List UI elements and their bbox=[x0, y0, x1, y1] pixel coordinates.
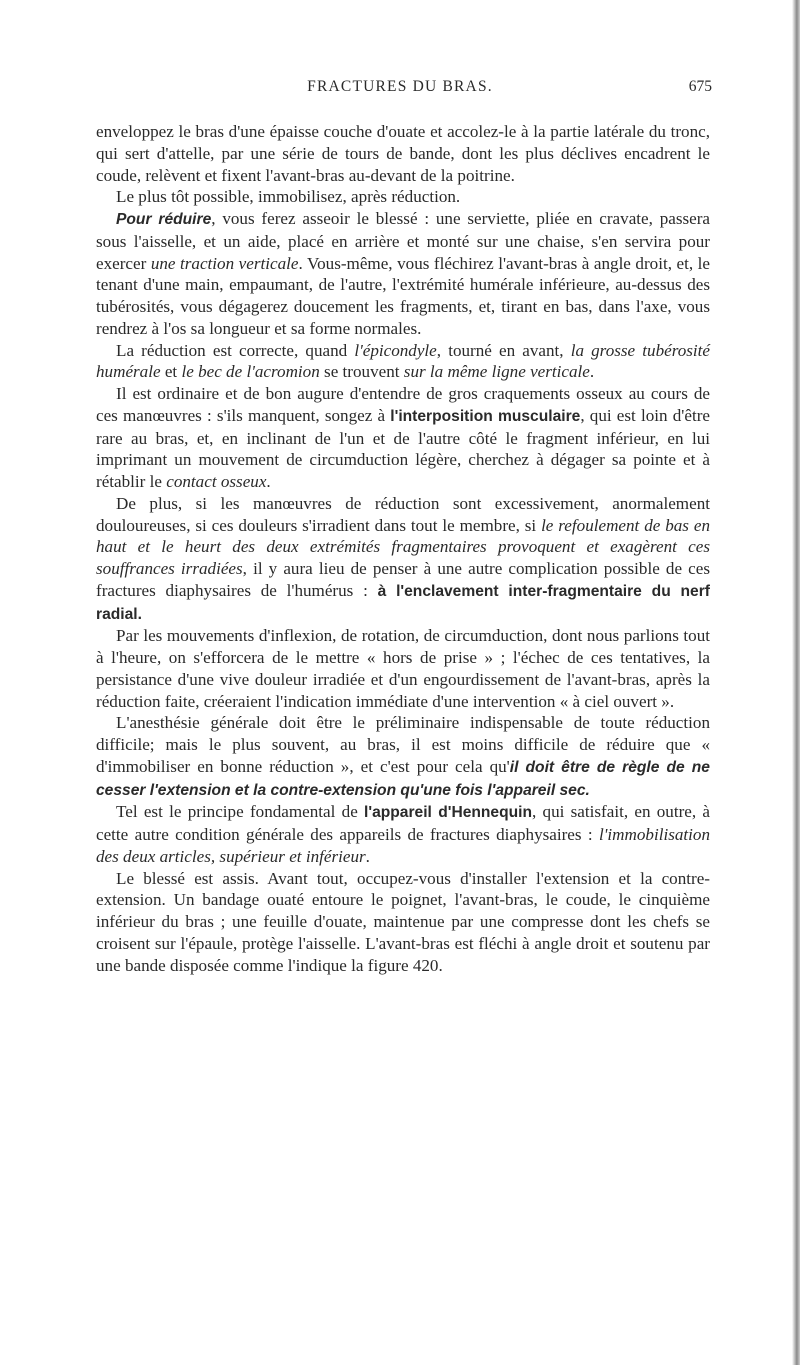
paragraph-6 bbox=[96, 493, 710, 626]
section-heading-reduction: Pour réduire bbox=[116, 211, 212, 228]
paragraph-3 bbox=[96, 208, 710, 340]
page-edge-shadow bbox=[792, 0, 800, 1365]
paragraph-9 bbox=[96, 801, 710, 867]
paragraph-4 bbox=[96, 340, 710, 384]
text-run: La réduction est correcte, quand bbox=[116, 340, 355, 360]
text-run: , il y aura lieu de penser à une autre complication possible de ces fractures diaphysaires de l'humérus : bbox=[96, 559, 710, 600]
page-header bbox=[0, 78, 800, 100]
italic-run: le refoulement de bas en haut et le heurt des deux extrémités fragmentaires provoquent et exagèrent ces souffrances irradiées bbox=[96, 515, 710, 578]
text-run: , qui est loin d'être rare au bras, et, en inclinant de l'un et de l'autre côté le fragment inférieur, en lui imprimant un mouvement de circumduction légère, cherchez à dégager sa pointe et à rétablir le bbox=[96, 405, 710, 491]
text-run: . bbox=[589, 362, 595, 382]
paragraph-7: Par les mouvements d'inflexion, de rotation, de circumduction, dont nous parlions tout à l'heure, on s'efforcera de le mettre « hors de prise » ; l'échec de ces tentatives, la persistance d'une vive douleur irradiée et d'un engourdissement de l'avant-bras, après la réduction faite, créeraient l'indication immédiate d'une intervention « à ciel ouvert ». bbox=[96, 626, 710, 711]
text-run: , vous ferez asseoir le blessé : une serviette, pliée en cravate, passera sous l'aisselle, et un aide, placé en arrière et monté sur une chaise, s'en servira pour exercer bbox=[96, 209, 710, 273]
italic-run: sur la même ligne verticale bbox=[403, 362, 590, 382]
italic-run: contact osseux bbox=[166, 472, 267, 491]
running-title: FRACTURES DU BRAS. bbox=[307, 78, 493, 95]
text-run: , qui satisfait, en outre, à cette autre condition générale des appareils de fractures diaphysaires : bbox=[96, 802, 710, 844]
text-run: L'anesthésie générale doit être le préliminaire indispensable de toute réduction difficile; mais le plus souvent, au bras, il est moins difficile de réduire que « d'immobiliser en bonne réduction », et c'est pour cela qu' bbox=[96, 713, 710, 776]
bold-run: à l'enclavement inter-fragmentaire du nerf radial. bbox=[96, 582, 710, 623]
text-run: et bbox=[160, 362, 182, 382]
text-run: Tel est le principe fondamental de bbox=[116, 802, 365, 822]
italic-run: une traction verticale bbox=[150, 253, 299, 273]
paragraph-10: Le blessé est assis. Avant tout, occupez-vous d'installer l'extension et la contre-extension. Un bandage ouaté entoure le poignet, l'avant-bras, le coude, le cinquième inférieur du bras ; une feuille d'ouate, maintenue par une compresse dont les chefs se croisent sur l'épaule, protège l'aisselle. L'avant-bras est fléchi à angle droit et soutenu par une bande disposée comme l'indique la figure 420. bbox=[96, 868, 710, 975]
paragraph-2: Le plus tôt possible, immobilisez, après réduction. bbox=[116, 187, 461, 207]
bold-run: l'interposition musculaire bbox=[390, 407, 581, 425]
paragraph-8 bbox=[96, 712, 710, 801]
page-number: 675 bbox=[688, 78, 712, 95]
italic-run: l'immobilisation des deux articles, supérieur et inférieur bbox=[96, 825, 710, 866]
italic-run: la grosse tubérosité humérale bbox=[96, 340, 711, 382]
text-run: . bbox=[266, 472, 271, 491]
paragraph-1: enveloppez le bras d'une épaisse couche d'ouate et accolez-le à la partie latérale du tronc, qui sert d'attelle, par une série de tours de bande, dont les plus déclives encadrent le coude, relèvent et fixent l'avant-bras au-devant de la poitrine. bbox=[96, 122, 710, 185]
body-text bbox=[96, 121, 710, 976]
paragraph-5 bbox=[96, 383, 710, 493]
bold-italic-run: il doit être de règle de ne cesser l'extension et la contre-extension qu'une fois l'appareil sec. bbox=[96, 758, 710, 799]
italic-run: le bec de l'acromion bbox=[181, 362, 320, 382]
text-run: , tourné en avant, bbox=[436, 340, 571, 360]
text-run: Il est ordinaire et de bon augure d'entendre de gros craquements osseux au cours de ces manœuvres : s'ils manquent, songez à bbox=[96, 384, 710, 425]
text-run: De plus, si les manœuvres de réduction sont excessivement, anormalement douloureuses, si ces douleurs s'irradient dans tout le membre, si bbox=[96, 493, 710, 535]
text-run: se trouvent bbox=[319, 362, 404, 382]
text-run: . bbox=[365, 846, 370, 866]
text-run: . Vous-même, vous fléchirez l'avant-bras à angle droit, et, le tenant d'une main, empaumant, de l'autre, l'extrémité humérale inférieure, au-dessus des tubérosités, vous dégagerez doucement les fragments, et, tirant en bas, dans l'axe, vous rendrez à l'os sa longueur et sa forme normales. bbox=[96, 253, 710, 338]
bold-run: l'appareil d'Hennequin bbox=[364, 804, 533, 822]
italic-run: l'épicondyle bbox=[354, 340, 437, 360]
